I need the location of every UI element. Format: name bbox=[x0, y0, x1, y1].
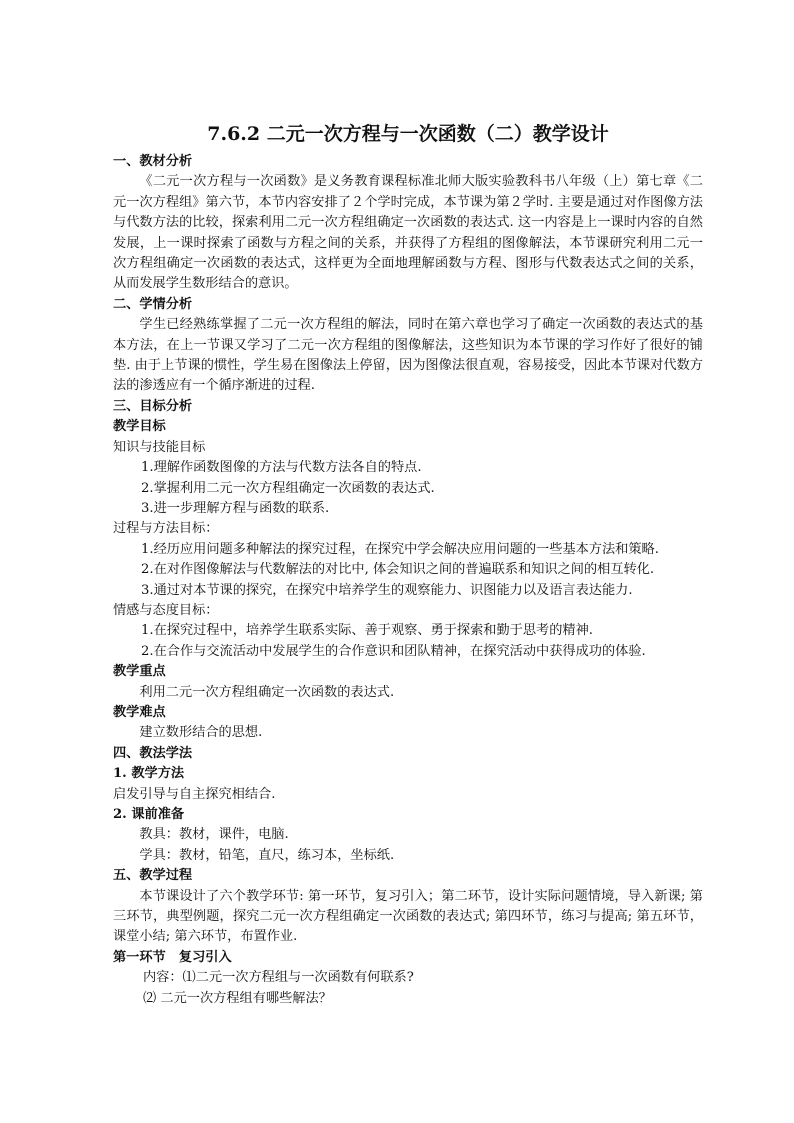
teaching-key-heading: 教学重点 bbox=[113, 664, 166, 680]
process-goal-item: 2.在对作图像解法与代数解法的对比中, 体会知识之间的普遍联系和知识之间的相互转化. bbox=[141, 562, 655, 578]
step-one-heading: 第一环节 复习引入 bbox=[113, 949, 232, 965]
teaching-difficulty-text: 建立数形结合的思想. bbox=[139, 725, 263, 741]
student-analysis-paragraph: 学生已经熟练掌握了二元一次方程组的解法，同时在第六章也学习了确定一次函数的表达式的基本方法，在上一节课又学习了二元一次方程组的图像解法，这些知识为本节课的学习作好了很好的铺垫. 由于上节课的惯性，学生易在图像法上停留，因为图像法很直观，容易接受，因此本节课对代数方法的渗透应有一个循序渐进的过程. bbox=[113, 317, 703, 394]
section-heading-methods: 四、教法学法 bbox=[113, 745, 193, 761]
preparation-student-tools: 学具：教材，铅笔，直尺，练习本，坐标纸. bbox=[139, 847, 395, 863]
section-heading-textbook-analysis: 一、教材分析 bbox=[113, 154, 193, 169]
emotion-goals-label: 情感与态度目标： bbox=[113, 602, 219, 618]
teaching-process-paragraph: 本节课设计了六个教学环节: 第一环节，复习引入；第二环节，设计实际问题情境，导入新课; 第三环节，典型例题，探究二元一次方程组确定一次函数的表达式; 第四环节，练习与提高; 第五环节，课堂小结; 第六环节，布置作业. bbox=[113, 888, 703, 945]
textbook-analysis-paragraph: 《二元一次方程与一次函数》是义务教育课程标准北师大版实验教科书八年级（上）第七章《二元一次方程组》第六节，本节内容安排了２个学时完成，本节课为第２学时. 主要是通过对作图像方法与代数方法的比较，探索利用二元一次方程组确定一次函数的表达式. 这一内容是上一课时内容的自然发展，上一课时探索了函数与方程之间的关系，并获得了方程组的图像解法，本节课研究利用二元一次方程组确定一次函数的表达式，这样更为全面地理解函数与方程、图形与代数表达式之间的关系，从而发展学生数形结合的意识。 bbox=[113, 174, 703, 292]
knowledge-goal-item: 2.掌握利用二元一次方程组确定一次函数的表达式. bbox=[141, 480, 435, 496]
section-heading-goal-analysis: 三、目标分析 bbox=[113, 398, 193, 414]
review-question-1: 内容：⑴二元一次方程组与一次函数有何联系? bbox=[143, 970, 414, 986]
section-heading-process: 五、教学过程 bbox=[113, 868, 193, 884]
teaching-difficulty-heading: 教学难点 bbox=[113, 704, 166, 720]
preparation-heading: 2. 课前准备 bbox=[113, 807, 185, 822]
process-goal-item: 1.经历应用问题多种解法的探究过程，在探究中学会解决应用问题的一些基本方法和策略. bbox=[141, 541, 659, 557]
teaching-key-text: 利用二元一次方程组确定一次函数的表达式. bbox=[139, 684, 395, 700]
knowledge-goal-item: 1.理解作函数图像的方法与代数方法各自的特点. bbox=[141, 460, 422, 476]
emotion-goal-item: 2.在合作与交流活动中发展学生的合作意识和团队精神，在探究活动中获得成功的体验. bbox=[141, 643, 646, 659]
teaching-method-heading: 1. 教学方法 bbox=[113, 766, 185, 782]
process-goals-label: 过程与方法目标： bbox=[113, 521, 219, 537]
preparation-teacher-tools: 教具：教材，课件，电脑. bbox=[139, 827, 289, 843]
review-question-2: ⑵ 二元一次方程组有哪些解法？ bbox=[143, 990, 332, 1006]
teaching-goals-heading: 教学目标 bbox=[113, 419, 166, 435]
process-goal-item: 3.通过对本节课的探究，在探究中培养学生的观察能力、识图能力以及语言表达能力. bbox=[141, 582, 633, 598]
teaching-method-text: 启发引导与自主探究相结合. bbox=[113, 786, 276, 802]
document-title: 7.6.2 二元一次方程与一次函数（二）教学设计 bbox=[207, 123, 609, 145]
knowledge-goals-label: 知识与技能目标 bbox=[113, 439, 206, 455]
emotion-goal-item: 1.在探究过程中，培养学生联系实际、善于观察、勇于探索和勤于思考的精神. bbox=[141, 623, 593, 639]
document-content bbox=[113, 120, 703, 1009]
knowledge-goal-item: 3.进一步理解方程与函数的联系. bbox=[141, 500, 330, 516]
section-heading-student-analysis: 二、学情分析 bbox=[113, 296, 193, 312]
